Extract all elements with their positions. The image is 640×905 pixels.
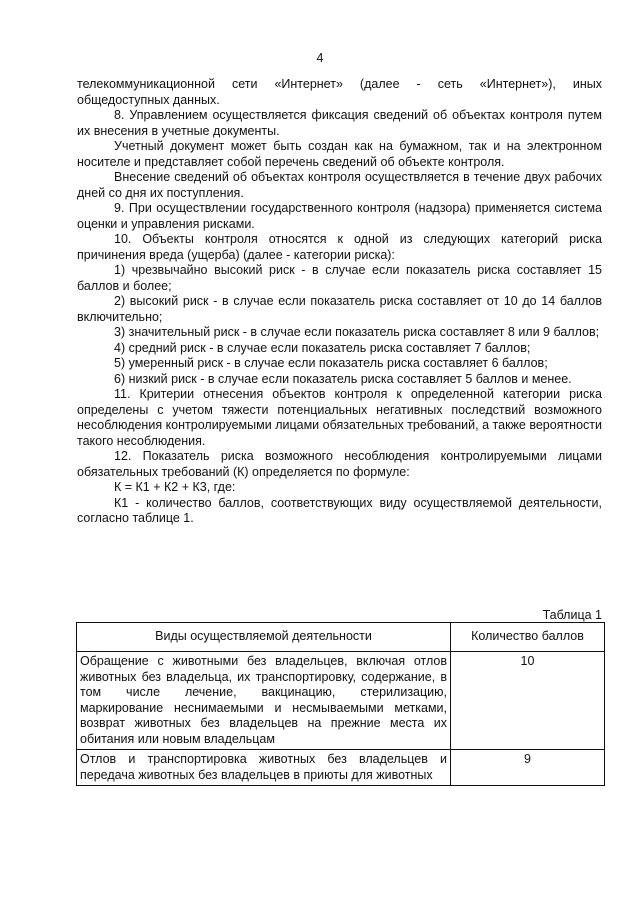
table-row — [77, 652, 605, 750]
list-item: 4) средний риск - в случае если показатель риска составляет 7 баллов; — [114, 340, 531, 355]
paragraph: К1 - количество баллов, соответствующих виду осуществляемой деятельности, согласно таблице 1. — [77, 495, 602, 525]
paragraph: телекоммуникационной сети «Интернет» (далее - сеть «Интернет»), иных общедоступных данных. — [77, 77, 602, 107]
column-header-score: Количество баллов — [451, 623, 605, 652]
score-cell: 9 — [451, 750, 605, 786]
list-item: 6) низкий риск - в случае если показатель риска составляет 5 баллов и менее. — [114, 371, 572, 386]
list-item: 2) высокий риск - в случае если показатель риска составляет от 10 до 14 баллов включительно; — [77, 294, 602, 324]
risk-score-table — [76, 622, 605, 786]
formula: К = К1 + К2 + К3, где: — [114, 480, 236, 494]
paragraph: 12. Показатель риска возможного несоблюдения контролируемыми лицами обязательных требований (К) определяется по формуле: — [77, 449, 602, 479]
list-item: 5) умеренный риск - в случае если показатель риска составляет 6 баллов; — [114, 356, 548, 370]
list-item: 3) значительный риск - в случае если показатель риска составляет 8 или 9 баллов; — [114, 325, 600, 339]
column-header-activity: Виды осуществляемой деятельности — [77, 623, 451, 652]
paragraph: Учетный документ может быть создан как на бумажном, так и на электронном носителе и представляет собой перечень сведений об объекте контроля. — [77, 139, 602, 169]
page-number: 4 — [316, 51, 324, 65]
activity-cell: Отлов и транспортировка животных без владельцев и передача животных без владельцев в приюты для животных — [77, 750, 451, 786]
paragraph: 10. Объекты контроля относятся к одной из следующих категорий риска причинения вреда (ущерба) (далее - категории риска): — [77, 232, 602, 262]
activity-cell: Обращение с животными без владельцев, включая отлов животных без владельца, их транспортировку, содержание, в том числе лечение, вакцинацию, стерилизацию, маркирование неснимаемыми и несмываемыми метками, возврат животных без владельцев на прежние места их обитания или новым владельцам — [77, 652, 451, 750]
paragraph: 9. При осуществлении государственного контроля (надзора) применяется система оценки и управления рисками. — [77, 201, 602, 231]
paragraph: 8. Управлением осуществляется фиксация сведений об объектах контроля путем их внесения в учетные документы. — [77, 108, 602, 138]
table-row — [77, 750, 605, 786]
table-header-row — [77, 623, 605, 652]
document-body — [77, 77, 602, 527]
list-item: 1) чрезвычайно высокий риск - в случае если показатель риска составляет 15 баллов и более; — [77, 263, 602, 293]
paragraph: 11. Критерии отнесения объектов контроля к определенной категории риска определены с учетом тяжести потенциальных негативных последствий возможного несоблюдения контролируемыми лицами обязательных требований, а также вероятности такого несоблюдения. — [77, 387, 602, 448]
score-cell: 10 — [451, 652, 605, 750]
paragraph: Внесение сведений об объектах контроля осуществляется в течение двух рабочих дней со дня их поступления. — [77, 170, 602, 200]
table-caption: Таблица 1 — [542, 608, 602, 622]
